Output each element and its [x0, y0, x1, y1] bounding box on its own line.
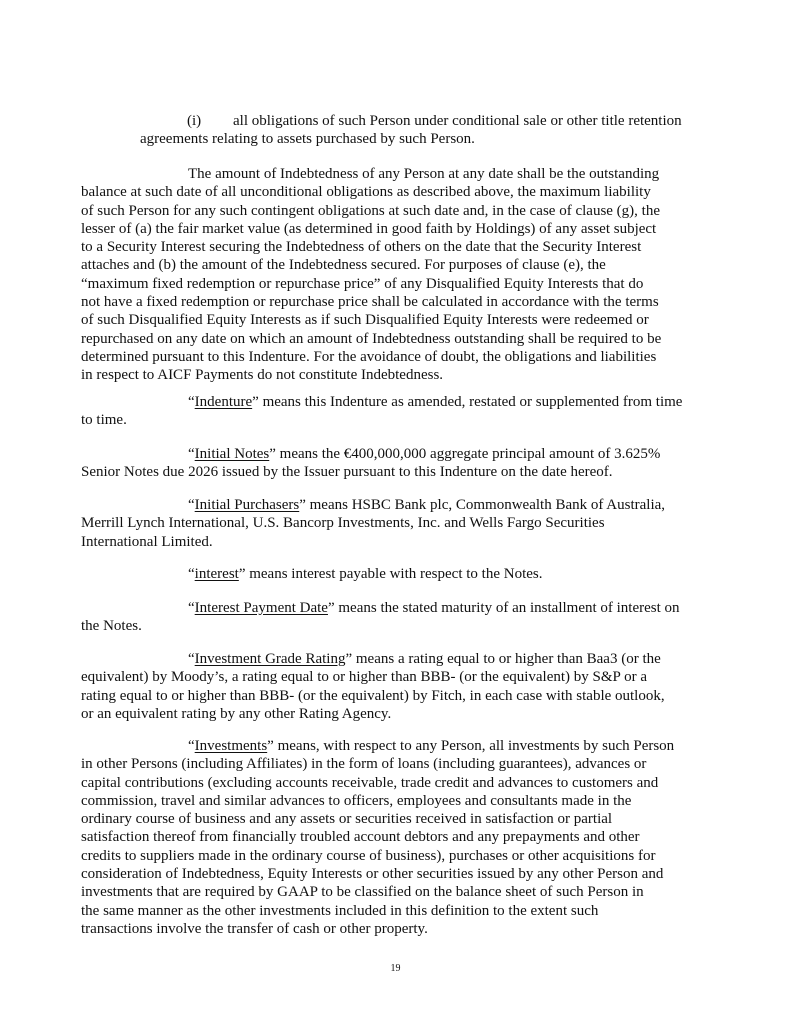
paragraph-line: in other Persons (including Affiliates) in the form of loans (including guarantees), advances or	[81, 756, 647, 773]
defined-term: interest	[194, 566, 239, 582]
clause-i-text-line-1: all obligations of such Person under conditional sale or other title retention	[233, 113, 682, 129]
paragraph-line: ordinary course of business and any assets or securities received in satisfaction or partial	[81, 811, 613, 828]
open-quote: “	[188, 566, 195, 582]
defined-term: Initial Notes	[194, 446, 270, 462]
definition-investments	[81, 737, 701, 938]
definition-first-line	[81, 393, 701, 411]
paragraph-line: credits to suppliers made in the ordinary course of business), purchases or other acquisitions for	[81, 847, 656, 864]
definition-initial-notes	[81, 445, 701, 482]
defined-term: Indenture	[194, 394, 253, 410]
open-quote: “	[188, 738, 195, 754]
clause-i-text-line-2: agreements relating to assets purchased by such Person.	[140, 131, 475, 148]
definition-first-line	[81, 445, 701, 463]
paragraph-line: lesser of (a) the fair market value (as determined in good faith by Holdings) of any asset subject	[81, 220, 657, 237]
paragraph-line: or an equivalent rating by any other Rating Agency.	[81, 705, 392, 722]
paragraph-line: satisfaction thereof from financially troubled account debtors and any prepayments and other	[81, 829, 640, 846]
paragraph-line: repurchased on any date on which an amount of Indebtedness outstanding shall be required to be	[81, 330, 662, 347]
open-quote: “	[188, 497, 195, 513]
definition-initial-purchasers	[81, 496, 701, 551]
definition-first-line	[81, 496, 701, 514]
defined-term: Initial Purchasers	[194, 497, 300, 513]
paragraph-line: consideration of Indebtedness, Equity Interests or other securities issued by any other Person and	[81, 866, 664, 883]
definition-first-line	[81, 599, 701, 617]
paragraph-line: determined pursuant to this Indenture. For the avoidance of doubt, the obligations and liabilities	[81, 348, 657, 365]
paragraph-line: Senior Notes due 2026 issued by the Issuer pursuant to this Indenture on the date hereof.	[81, 464, 613, 481]
definition-first-line	[81, 650, 701, 668]
paragraph-line: of such Person for any such contingent obligations at such date and, in the case of clause (g), the	[81, 202, 661, 219]
paragraph-line-text: The amount of Indebtedness of any Person at any date shall be the outstanding	[188, 166, 660, 182]
definition-interest-payment-date	[81, 599, 701, 636]
paragraph-line: not have a fixed redemption or repurchase price shall be calculated in accordance with the terms	[81, 294, 659, 311]
definition-investment-grade-rating	[81, 650, 701, 723]
definition-indenture	[81, 393, 701, 430]
definition-text: ” means the €400,000,000 aggregate principal amount of 3.625%	[269, 446, 661, 462]
defined-term: Investment Grade Rating	[194, 651, 346, 667]
paragraph-line: equivalent) by Moody’s, a rating equal to or higher than BBB- (or the equivalent) by S&P or a	[81, 669, 647, 686]
page-number: 19	[390, 963, 401, 974]
paragraph-line: rating equal to or higher than BBB- (or the equivalent) by Fitch, in each case with stable outlook,	[81, 687, 665, 704]
paragraph-line: to a Security Interest securing the Indebtedness of others on the date that the Security Interest	[81, 239, 642, 256]
paragraph-line: in respect to AICF Payments do not constitute Indebtedness.	[81, 367, 444, 384]
paragraph-line: to time.	[81, 412, 127, 429]
paragraph-line: investments that are required by GAAP to be classified on the balance sheet of such Person in	[81, 884, 644, 901]
definition-text: ” means this Indenture as amended, restated or supplemented from time	[252, 394, 683, 410]
clause-i-number: (i)	[187, 113, 202, 129]
paragraph-line: attaches and (b) the amount of the Indebtedness secured. For purposes of clause (e), the	[81, 257, 606, 274]
open-quote: “	[188, 600, 195, 616]
definition-text: ” means a rating equal to or higher than Baa3 (or the	[345, 651, 661, 667]
definition-text: ” means interest payable with respect to the Notes.	[238, 566, 543, 582]
definition-first-line	[81, 737, 701, 755]
paragraph-line: the same manner as the other investments included in this definition to the extent such	[81, 902, 599, 919]
definition-first-line	[81, 565, 701, 583]
defined-term: Investments	[194, 738, 268, 754]
paragraph-line: “maximum fixed redemption or repurchase price” of any Disqualified Equity Interests that do	[81, 275, 644, 292]
definition-text: ” means HSBC Bank plc, Commonwealth Bank of Australia,	[299, 497, 666, 513]
defined-term: Interest Payment Date	[194, 600, 328, 616]
open-quote: “	[188, 394, 195, 410]
paragraph-line: of such Disqualified Equity Interests as if such Disqualified Equity Interests were redeemed or	[81, 312, 649, 329]
indebtedness-amount-paragraph	[81, 165, 701, 385]
paragraph-line: the Notes.	[81, 618, 142, 635]
paragraph-line: balance at such date of all unconditional obligations as described above, the maximum liability	[81, 184, 651, 201]
paragraph-line: International Limited.	[81, 533, 213, 550]
paragraph-line: commission, travel and similar advances to officers, employees and consultants made in the	[81, 792, 632, 809]
paragraph-line	[81, 165, 701, 183]
paragraph-line: Merrill Lynch International, U.S. Bancorp Investments, Inc. and Wells Fargo Securities	[81, 515, 605, 532]
definition-text: ” means the stated maturity of an installment of interest on	[327, 600, 680, 616]
open-quote: “	[188, 446, 195, 462]
paragraph-line: transactions involve the transfer of cash or other property.	[81, 920, 428, 937]
open-quote: “	[188, 651, 195, 667]
definition-text: ” means, with respect to any Person, all investments by such Person	[267, 738, 675, 754]
clause-i-paragraph	[81, 112, 701, 149]
clause-i-first-line	[81, 112, 701, 130]
definition-interest	[81, 565, 701, 583]
paragraph-line: capital contributions (excluding accounts receivable, trade credit and advances to customers and	[81, 774, 659, 791]
